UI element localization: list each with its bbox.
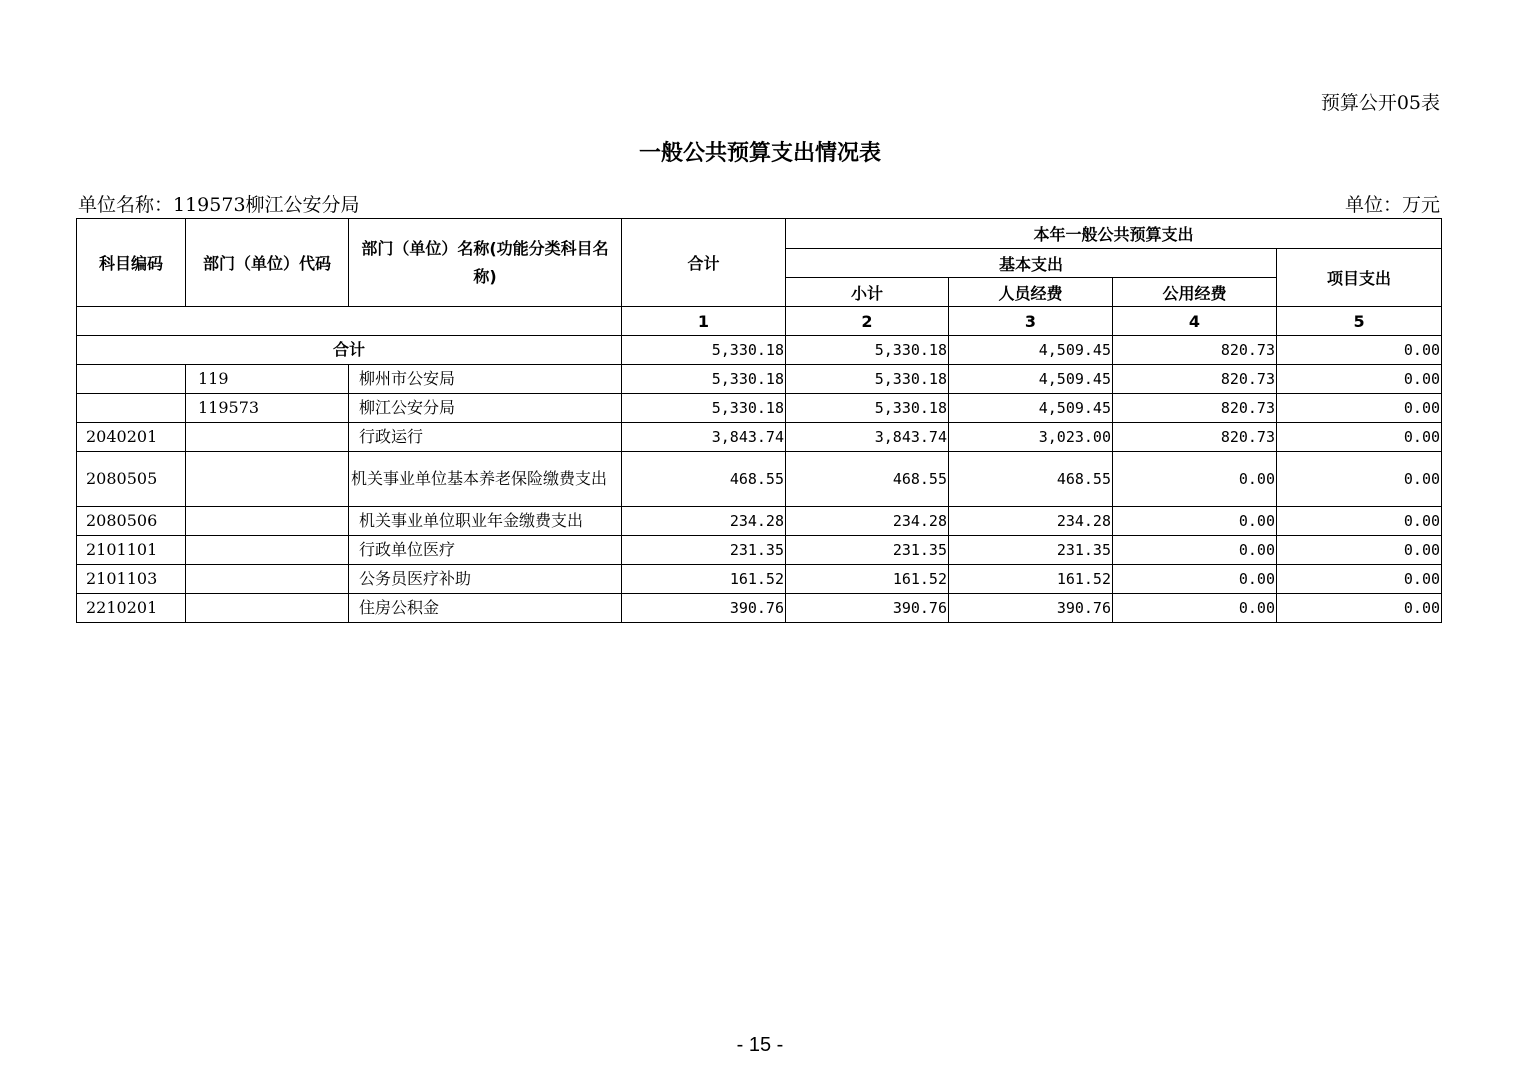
cell-personnel: 4,509.45 — [949, 365, 1113, 394]
table-code: 预算公开05表 — [1320, 92, 1440, 114]
table-row — [77, 565, 1442, 594]
header-col5: 5 — [1277, 307, 1442, 336]
cell-total: 390.76 — [622, 594, 786, 623]
header-subtotal: 小计 — [786, 278, 949, 307]
cell-total: 3,843.74 — [622, 423, 786, 452]
cell-personnel: 231.35 — [949, 536, 1113, 565]
total-project: 0.00 — [1277, 336, 1442, 365]
cell-dept — [186, 594, 349, 623]
header-basic: 基本支出 — [786, 249, 1277, 278]
cell-public: 0.00 — [1113, 565, 1277, 594]
cell-dept: 119 — [186, 365, 349, 394]
cell-personnel: 468.55 — [949, 452, 1113, 507]
header-blank — [77, 307, 622, 336]
cell-code: 2101103 — [77, 565, 186, 594]
table-row — [77, 423, 1442, 452]
cell-name: 机关事业单位基本养老保险缴费支出 — [349, 452, 622, 507]
table-row — [77, 452, 1442, 507]
cell-subtotal: 5,330.18 — [786, 394, 949, 423]
cell-name: 行政单位医疗 — [349, 536, 622, 565]
cell-dept — [186, 452, 349, 507]
cell-code: 2080506 — [77, 507, 186, 536]
cell-subtotal: 161.52 — [786, 565, 949, 594]
cell-project: 0.00 — [1277, 507, 1442, 536]
cell-subtotal: 390.76 — [786, 594, 949, 623]
cell-dept: 119573 — [186, 394, 349, 423]
cell-project: 0.00 — [1277, 565, 1442, 594]
header-col1: 1 — [622, 307, 786, 336]
total-row — [77, 336, 1442, 365]
header-dept-name: 部门（单位）名称(功能分类科目名称) — [349, 219, 622, 307]
cell-project: 0.00 — [1277, 536, 1442, 565]
cell-code — [77, 394, 186, 423]
cell-code: 2080505 — [77, 452, 186, 507]
cell-public: 0.00 — [1113, 507, 1277, 536]
cell-total: 234.28 — [622, 507, 786, 536]
cell-personnel: 161.52 — [949, 565, 1113, 594]
cell-total: 468.55 — [622, 452, 786, 507]
cell-public: 0.00 — [1113, 536, 1277, 565]
cell-code: 2210201 — [77, 594, 186, 623]
table-row — [77, 507, 1442, 536]
cell-subtotal: 5,330.18 — [786, 365, 949, 394]
cell-total: 5,330.18 — [622, 394, 786, 423]
cell-total: 161.52 — [622, 565, 786, 594]
page-number: - 15 - — [736, 1034, 784, 1056]
cell-total: 231.35 — [622, 536, 786, 565]
cell-project: 0.00 — [1277, 423, 1442, 452]
cell-personnel: 390.76 — [949, 594, 1113, 623]
total-personnel: 4,509.45 — [949, 336, 1113, 365]
cell-subtotal: 468.55 — [786, 452, 949, 507]
cell-dept — [186, 507, 349, 536]
header-public: 公用经费 — [1113, 278, 1277, 307]
cell-name: 柳江公安分局 — [349, 394, 622, 423]
total-subtotal: 5,330.18 — [786, 336, 949, 365]
cell-subtotal: 231.35 — [786, 536, 949, 565]
cell-project: 0.00 — [1277, 594, 1442, 623]
table-row — [77, 536, 1442, 565]
cell-code — [77, 365, 186, 394]
unit-name: 单位名称：119573柳江公安分局 — [78, 194, 360, 216]
cell-dept — [186, 423, 349, 452]
cell-dept — [186, 565, 349, 594]
header-col4: 4 — [1113, 307, 1277, 336]
total-label: 合计 — [77, 336, 622, 365]
total-public: 820.73 — [1113, 336, 1277, 365]
cell-public: 0.00 — [1113, 594, 1277, 623]
cell-public: 820.73 — [1113, 423, 1277, 452]
cell-public: 0.00 — [1113, 452, 1277, 507]
cell-name: 机关事业单位职业年金缴费支出 — [349, 507, 622, 536]
cell-public: 820.73 — [1113, 365, 1277, 394]
cell-personnel: 234.28 — [949, 507, 1113, 536]
cell-personnel: 4,509.45 — [949, 394, 1113, 423]
cell-subtotal: 3,843.74 — [786, 423, 949, 452]
total-total: 5,330.18 — [622, 336, 786, 365]
header-personnel: 人员经费 — [949, 278, 1113, 307]
cell-code: 2101101 — [77, 536, 186, 565]
table-row — [77, 394, 1442, 423]
header-dept-code: 部门（单位）代码 — [186, 219, 349, 307]
cell-name: 住房公积金 — [349, 594, 622, 623]
cell-project: 0.00 — [1277, 394, 1442, 423]
table-row — [77, 365, 1442, 394]
header-project: 项目支出 — [1277, 249, 1442, 307]
header-subject-code: 科目编码 — [77, 219, 186, 307]
cell-public: 820.73 — [1113, 394, 1277, 423]
cell-project: 0.00 — [1277, 452, 1442, 507]
cell-personnel: 3,023.00 — [949, 423, 1113, 452]
page-title: 一般公共预算支出情况表 — [638, 141, 881, 166]
cell-subtotal: 234.28 — [786, 507, 949, 536]
cell-total: 5,330.18 — [622, 365, 786, 394]
cell-dept — [186, 536, 349, 565]
cell-code: 2040201 — [77, 423, 186, 452]
header-col3: 3 — [949, 307, 1113, 336]
budget-table — [76, 218, 1442, 623]
unit-label: 单位：万元 — [1344, 194, 1440, 216]
table-row — [77, 594, 1442, 623]
header-total: 合计 — [622, 219, 786, 307]
header-current-year: 本年一般公共预算支出 — [786, 219, 1442, 249]
header-col2: 2 — [786, 307, 949, 336]
cell-project: 0.00 — [1277, 365, 1442, 394]
cell-name: 公务员医疗补助 — [349, 565, 622, 594]
cell-name: 柳州市公安局 — [349, 365, 622, 394]
cell-name: 行政运行 — [349, 423, 622, 452]
